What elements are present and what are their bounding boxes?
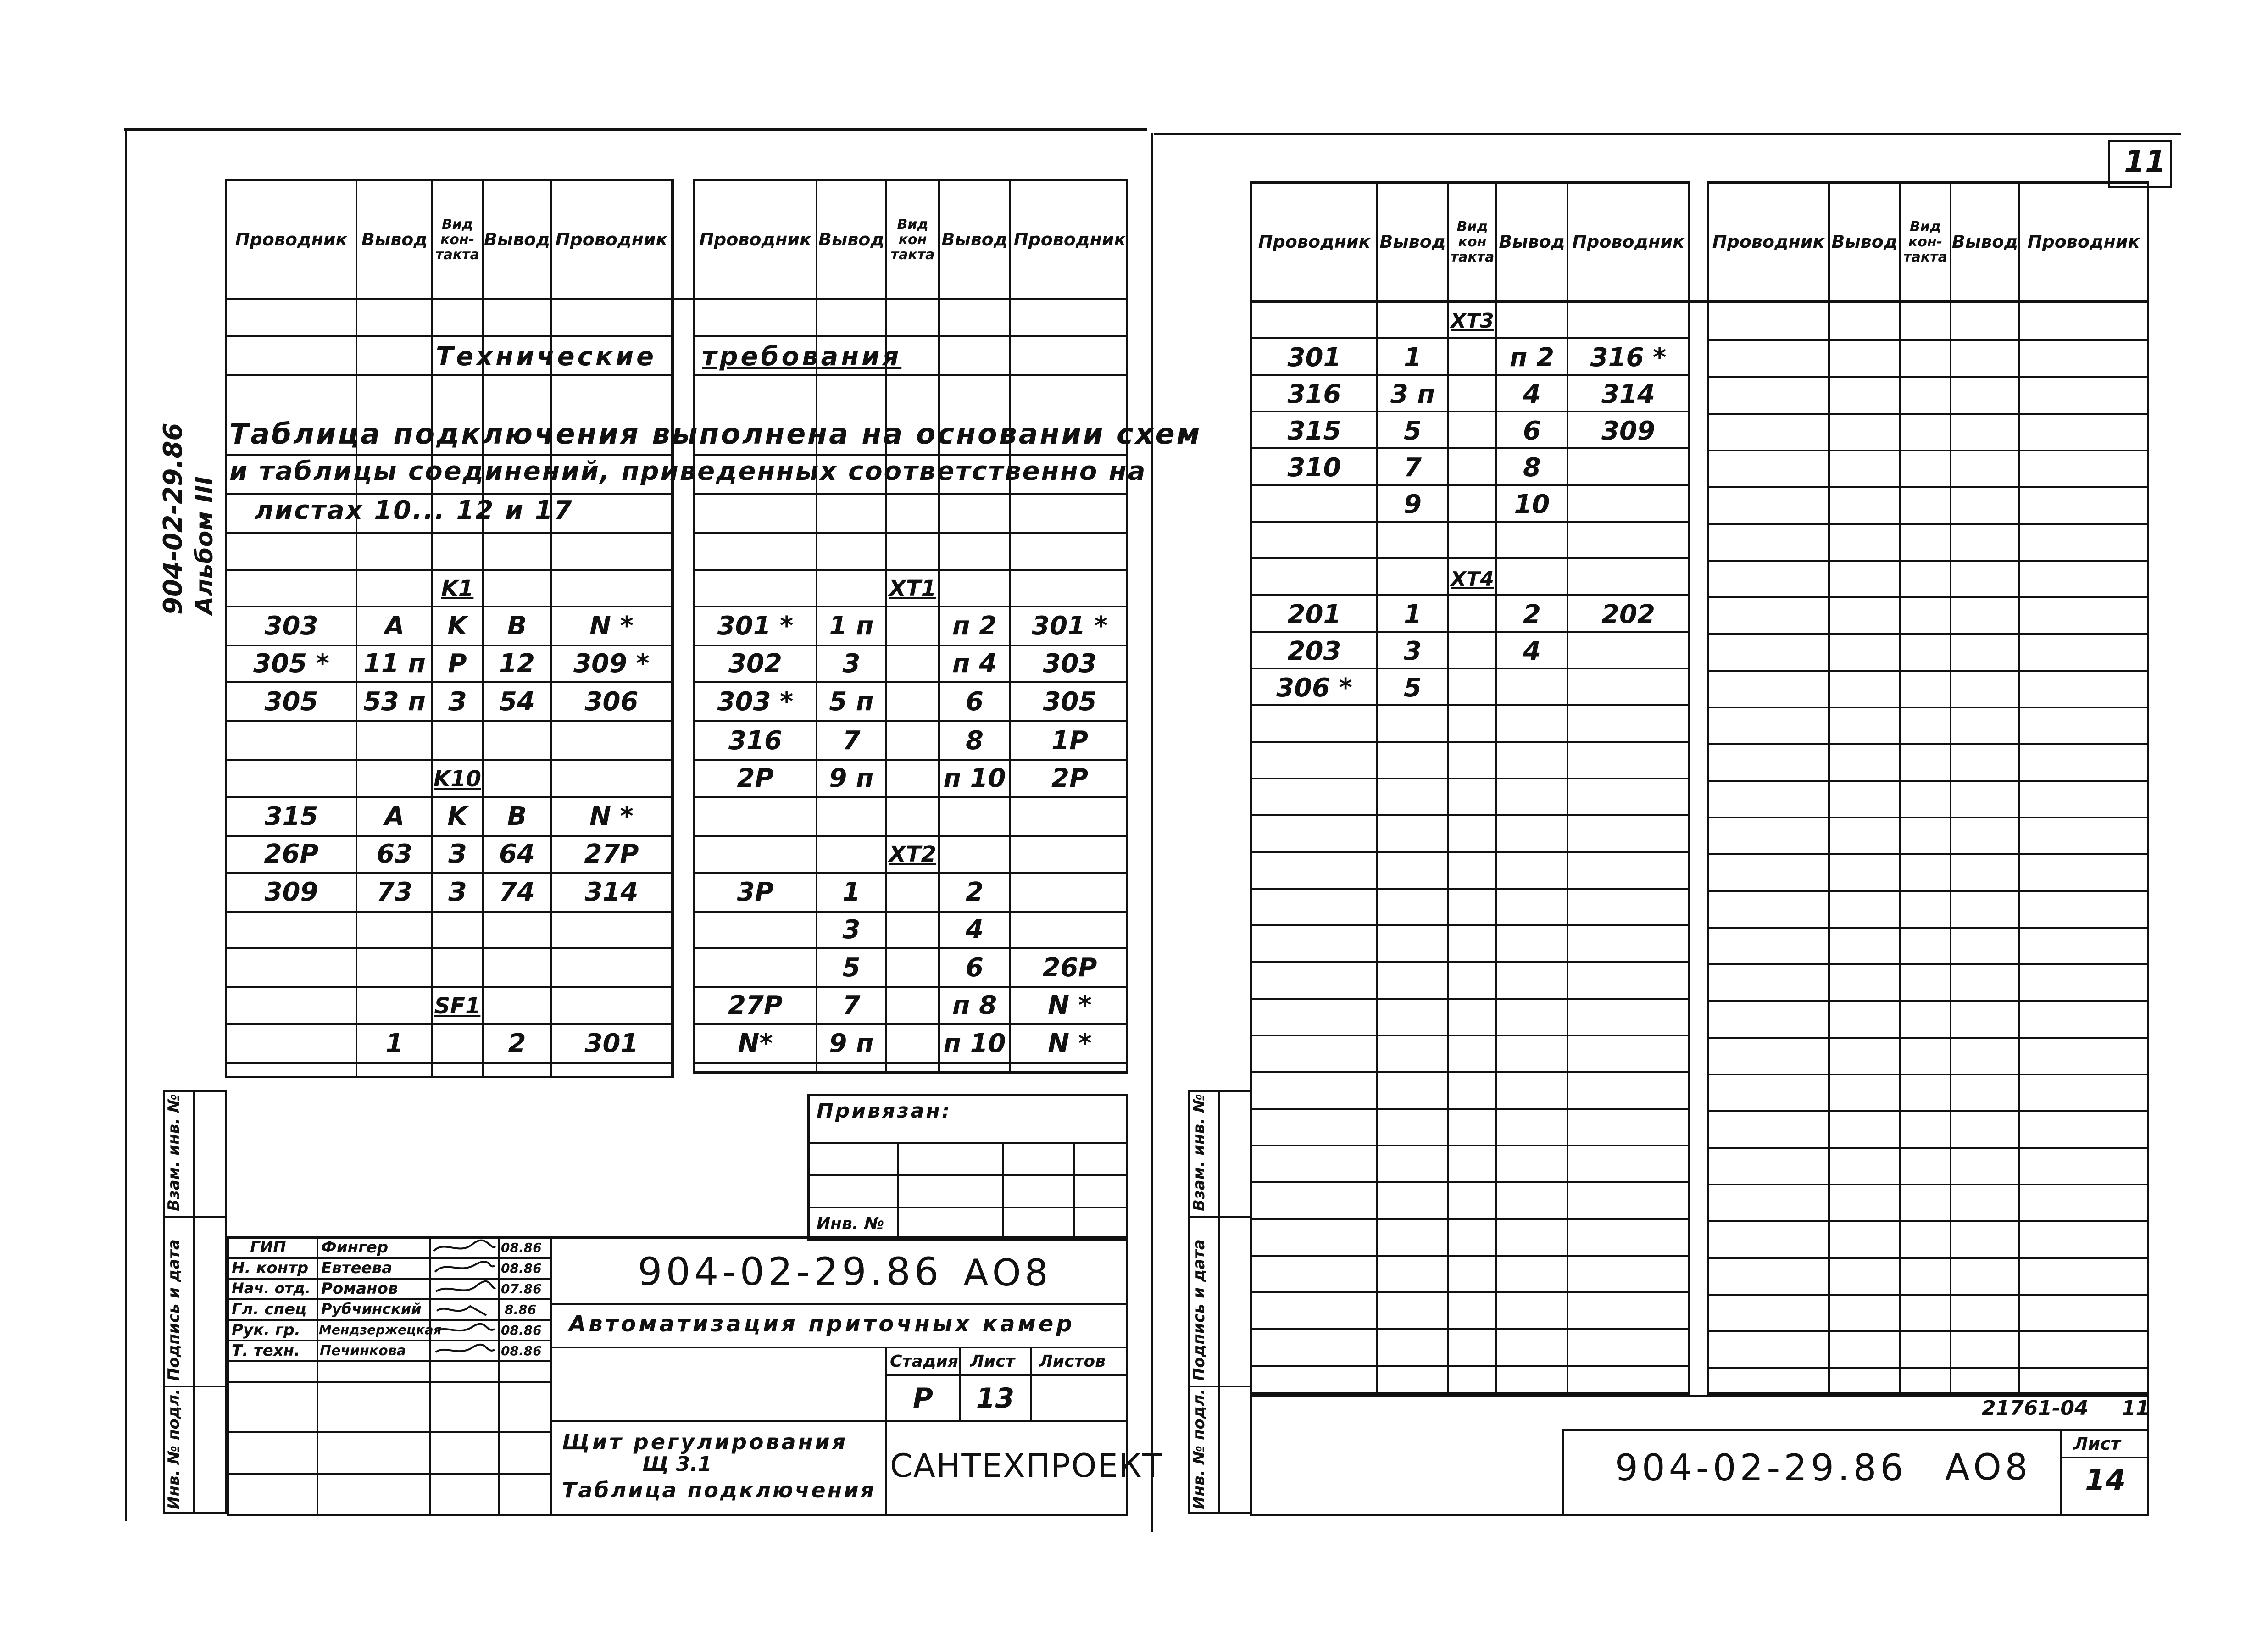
right-doc-code: 904-02-29.86 — [1615, 1447, 1907, 1489]
header-conductor-5: Проводник — [1258, 231, 1371, 252]
row-line — [1707, 817, 2149, 818]
staff-date: 07.86 — [501, 1281, 542, 1297]
header-contact-type-4: Вид кон-такта — [1903, 219, 1947, 265]
header-contact-type-1: Вид кон-такта — [435, 217, 479, 263]
right-table-frame-b — [1707, 181, 2149, 1395]
header-conductor-7: Проводник — [1712, 231, 1825, 252]
tech-req-heading-2: требования — [702, 342, 902, 372]
row-line — [1250, 961, 1690, 963]
row-line — [1707, 450, 2149, 451]
row-line — [1707, 1294, 2149, 1296]
row-line — [1250, 1108, 1690, 1110]
staff-role: Гл. спец — [232, 1300, 307, 1319]
staff-role: Н. контр — [232, 1259, 309, 1277]
row-line — [1707, 339, 2149, 341]
row-line — [1707, 1037, 2149, 1039]
row-line — [1707, 523, 2149, 525]
note-line-3: листах 10... 12 и 17 — [255, 495, 573, 525]
row-line — [1250, 557, 1690, 559]
organization: САНТЕХПРОЕКТ — [890, 1447, 1163, 1485]
right-side-label-replace-inv: Взам. инв. № — [1190, 1094, 1208, 1211]
staff-name: Фингер — [321, 1238, 389, 1257]
staff-date: 08.86 — [501, 1240, 542, 1255]
staff-role: Рук. гр. — [232, 1321, 300, 1339]
right-sheet-label: Лист — [2073, 1434, 2121, 1454]
header-conductor-3: Проводник — [699, 229, 812, 250]
page-top-edge — [124, 128, 1147, 131]
note-line-2: и таблицы соединений, приведенных соответственно на — [229, 456, 1147, 486]
group-label-k10: K10 — [434, 766, 481, 792]
page-fold — [1151, 133, 1153, 1532]
row-line — [1707, 1257, 2149, 1259]
header-terminal-1: Вывод — [361, 229, 428, 250]
row-line — [1250, 741, 1690, 743]
row-line — [1250, 1035, 1690, 1036]
staff-role: ГИП — [250, 1238, 286, 1257]
row-line — [1707, 1147, 2149, 1149]
row-line — [1707, 780, 2149, 782]
drawing-title-3: Таблица подключения — [562, 1478, 876, 1502]
privyazan-label: Привязан: — [817, 1099, 952, 1123]
header-contact-type-3: Вид кон такта — [1450, 219, 1495, 265]
header-contact-type-2: Вид кон такта — [890, 217, 935, 263]
header-conductor-4: Проводник — [1013, 229, 1126, 250]
group-label-xt4: XT4 — [1451, 567, 1494, 591]
row-line — [1707, 1184, 2149, 1185]
staff-name: Печинкова — [320, 1343, 406, 1359]
row-line — [1707, 963, 2149, 965]
row-line — [1707, 413, 2149, 415]
row-line — [1250, 778, 1690, 779]
doc-code: 904-02-29.86 — [638, 1249, 943, 1294]
staff-name: Мендзержецкая — [319, 1322, 442, 1337]
side-label-replace-inv: Взам. инв. № — [165, 1094, 183, 1211]
right-doc-suffix: АО8 — [1945, 1447, 2032, 1488]
row-line — [1250, 888, 1690, 890]
row-line — [1707, 1074, 2149, 1075]
row-line — [1250, 337, 1690, 339]
note-line-1: Таблица подключения выполнена на основании схем — [229, 417, 1202, 451]
stage-value: Р — [913, 1382, 933, 1414]
page-number: 11 — [2124, 144, 2166, 179]
right-side-label-inv-original: Инв. № подл. — [1190, 1388, 1208, 1509]
row-line — [1707, 1000, 2149, 1002]
row-line — [1250, 1365, 1690, 1367]
row-line — [1250, 998, 1690, 1000]
row-line — [1707, 1330, 2149, 1332]
row-line — [1250, 1218, 1690, 1220]
group-label-xt2: XT2 — [889, 841, 937, 867]
row-line — [1707, 486, 2149, 488]
staff-date: 8.86 — [505, 1302, 537, 1317]
staff-role: Т. техн. — [232, 1341, 300, 1360]
stage-label: Стадия — [890, 1352, 958, 1371]
row-line — [1707, 890, 2149, 892]
group-label-xt1: XT1 — [889, 575, 937, 601]
row-line — [1707, 707, 2149, 708]
row-line — [1707, 743, 2149, 745]
header-terminal-6: Вывод — [1499, 231, 1565, 252]
header-conductor-6: Проводник — [1572, 231, 1684, 252]
header-terminal-8: Вывод — [1951, 231, 2018, 252]
header-terminal-7: Вывод — [1831, 231, 1898, 252]
row-line — [1707, 596, 2149, 598]
project-title: Автоматизация приточных камер — [569, 1311, 1075, 1337]
row-line — [1707, 1367, 2149, 1369]
archive-sheet: 11 — [2122, 1397, 2150, 1420]
staff-name: Романов — [321, 1280, 398, 1298]
staff-date: 08.86 — [501, 1323, 542, 1338]
row-line — [1250, 1291, 1690, 1293]
row-line — [1250, 1255, 1690, 1257]
row-line — [1707, 560, 2149, 562]
archive-number: 21761-04 — [1982, 1397, 2089, 1420]
header-conductor-8: Проводник — [2027, 231, 2140, 252]
header-terminal-4: Вывод — [941, 229, 1008, 250]
header-terminal-5: Вывод — [1379, 231, 1446, 252]
group-label-k1: K1 — [441, 575, 474, 601]
drawing-title-2: Щ 3.1 — [642, 1452, 712, 1476]
staff-role: Нач. отд. — [232, 1280, 311, 1297]
staff-date: 08.86 — [501, 1261, 542, 1276]
sheets-label: Листов — [1039, 1352, 1106, 1371]
row-line — [1250, 1145, 1690, 1146]
left-page-edge — [125, 131, 127, 1521]
row-line — [1707, 1110, 2149, 1112]
sheet-label: Лист — [970, 1352, 1015, 1371]
tech-req-heading-1: Технические — [436, 342, 657, 372]
group-label-sf1: SF1 — [434, 993, 481, 1019]
row-line — [1707, 853, 2149, 855]
margin-album: Альбом III — [191, 476, 218, 615]
group-label-xt3: XT3 — [1451, 309, 1494, 333]
right-page-top-edge — [1154, 133, 2181, 135]
header-terminal-3: Вывод — [818, 229, 885, 250]
side-label-inv-original: Инв. № подл. — [165, 1388, 183, 1509]
signatures — [431, 1237, 498, 1361]
doc-suffix: АО8 — [963, 1252, 1052, 1294]
row-line — [1707, 1220, 2149, 1222]
inv-no-label: Инв. № — [817, 1214, 884, 1233]
row-line — [1707, 927, 2149, 929]
right-side-label-signature-date: Подпись и дата — [1190, 1239, 1208, 1381]
row-line — [1250, 1328, 1690, 1330]
right-sheet-value: 14 — [2085, 1463, 2126, 1497]
row-line — [1250, 851, 1690, 853]
row-line — [1250, 1071, 1690, 1073]
staff-name: Евтеева — [321, 1259, 393, 1277]
row-line — [1250, 1181, 1690, 1183]
drawing-title-1: Щит регулирования — [562, 1430, 848, 1454]
row-line — [1250, 814, 1690, 816]
margin-code: 904-02-29.86 — [158, 423, 188, 615]
row-line — [1707, 376, 2149, 378]
header-conductor-1: Проводник — [235, 229, 348, 250]
row-line — [1707, 633, 2149, 635]
side-label-signature-date: Подпись и дата — [165, 1239, 183, 1381]
header-terminal-2: Вывод — [484, 229, 550, 250]
sheet-value: 13 — [976, 1382, 1015, 1414]
row-line — [1707, 670, 2149, 672]
staff-name: Рубчинский — [321, 1300, 422, 1318]
header-conductor-2: Проводник — [555, 229, 668, 250]
staff-date: 08.86 — [501, 1343, 542, 1358]
row-line — [1250, 924, 1690, 926]
